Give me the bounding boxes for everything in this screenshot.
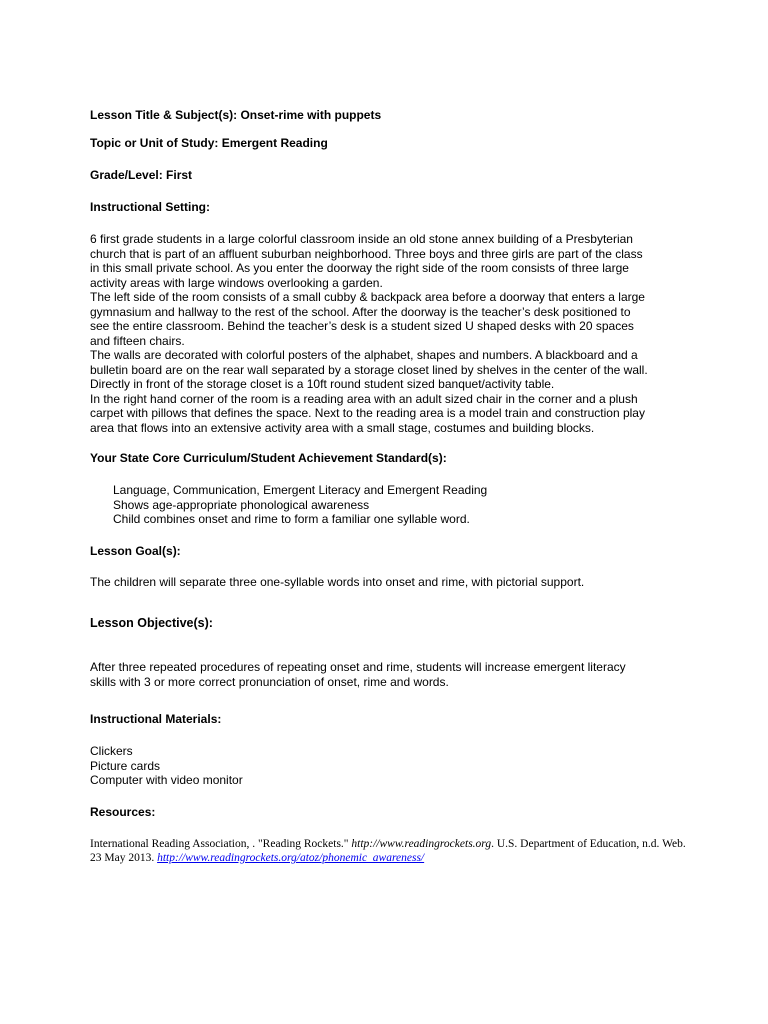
setting-line: carpet with pillows that defines the space. Next to the reading area is a model train and construction play xyxy=(90,406,645,420)
material-item: Picture cards xyxy=(90,758,161,773)
grade-heading: Grade/Level: First xyxy=(90,168,193,182)
materials-list xyxy=(90,744,243,788)
setting-line: 6 first grade students in a large colorful classroom inside an old stone annex building of a Presbyterian xyxy=(90,232,633,246)
standard-item: Language, Communication, Emergent Literacy and Emergent Reading xyxy=(113,483,488,497)
topic-heading: Topic or Unit of Study: Emergent Reading xyxy=(90,136,328,150)
resource-citation xyxy=(90,837,690,865)
citation-site: http://www.readingrockets.org xyxy=(351,838,492,850)
setting-line: The walls are decorated with colorful posters of the alphabet, shapes and numbers. A blackboard and a xyxy=(90,348,638,362)
setting-line: Directly in front of the storage closet is a 10ft round student sized banquet/activity table. xyxy=(90,377,555,391)
setting-line: church that is part of an affluent suburban neighborhood. Three boys and three girls are part of the class xyxy=(90,246,643,261)
setting-line: bulletin board are on the rear wall separated by a storage closet lined by shelves in the center of the wall. xyxy=(90,362,648,377)
material-item: Clickers xyxy=(90,744,133,758)
citation-link[interactable]: http://www.readingrockets.org/atoz/phonemic_awareness/ xyxy=(157,852,425,864)
setting-line: see the entire classroom. Behind the teacher’s desk is a student sized U shaped desks with 20 spaces xyxy=(90,319,634,333)
standards-heading: Your State Core Curriculum/Student Achievement Standard(s): xyxy=(90,451,447,465)
setting-line: and fifteen chairs. xyxy=(90,333,185,348)
standards-list xyxy=(113,483,487,527)
resources-heading: Resources: xyxy=(90,805,156,819)
standard-item: Shows age-appropriate phonological awareness xyxy=(113,497,370,512)
citation-lead: International Reading Association, . "Reading Rockets." xyxy=(90,838,352,850)
setting-line: The left side of the room consists of a small cubby & backpack area before a doorway that enters a large xyxy=(90,290,645,304)
citation-mid: . U.S. Department of Education, n.d. Web. 23 May 2013. xyxy=(90,838,686,864)
setting-line: in this small private school. As you enter the doorway the right side of the room consists of three large xyxy=(90,261,629,275)
setting-line: activity areas with large windows overlooking a garden. xyxy=(90,275,383,290)
standard-item: Child combines onset and rime to form a familiar one syllable word. xyxy=(113,512,470,526)
material-item: Computer with video monitor xyxy=(90,773,243,787)
setting-line: area that flows into an extensive activity area with a small stage, costumes and building blocks. xyxy=(90,420,595,435)
goals-heading: Lesson Goal(s): xyxy=(90,544,181,558)
objectives-text xyxy=(90,660,626,689)
objective-line: After three repeated procedures of repeating onset and rime, students will increase emergent literacy xyxy=(90,660,626,674)
materials-heading: Instructional Materials: xyxy=(90,712,222,726)
objective-line: skills with 3 or more correct pronunciation of onset, rime and words. xyxy=(90,674,449,689)
setting-heading: Instructional Setting: xyxy=(90,200,210,214)
lesson-title: Lesson Title & Subject(s): Onset-rime with puppets xyxy=(90,108,382,122)
setting-line: gymnasium and hallway to the rest of the school. After the doorway is the teacher’s desk positioned to xyxy=(90,304,631,319)
setting-paragraph xyxy=(90,232,690,435)
goals-text: The children will separate three one-syllable words into onset and rime, with pictorial support. xyxy=(90,575,585,589)
objectives-heading: Lesson Objective(s): xyxy=(90,616,213,630)
setting-line: In the right hand corner of the room is a reading area with an adult sized chair in the corner and a plush xyxy=(90,391,638,406)
